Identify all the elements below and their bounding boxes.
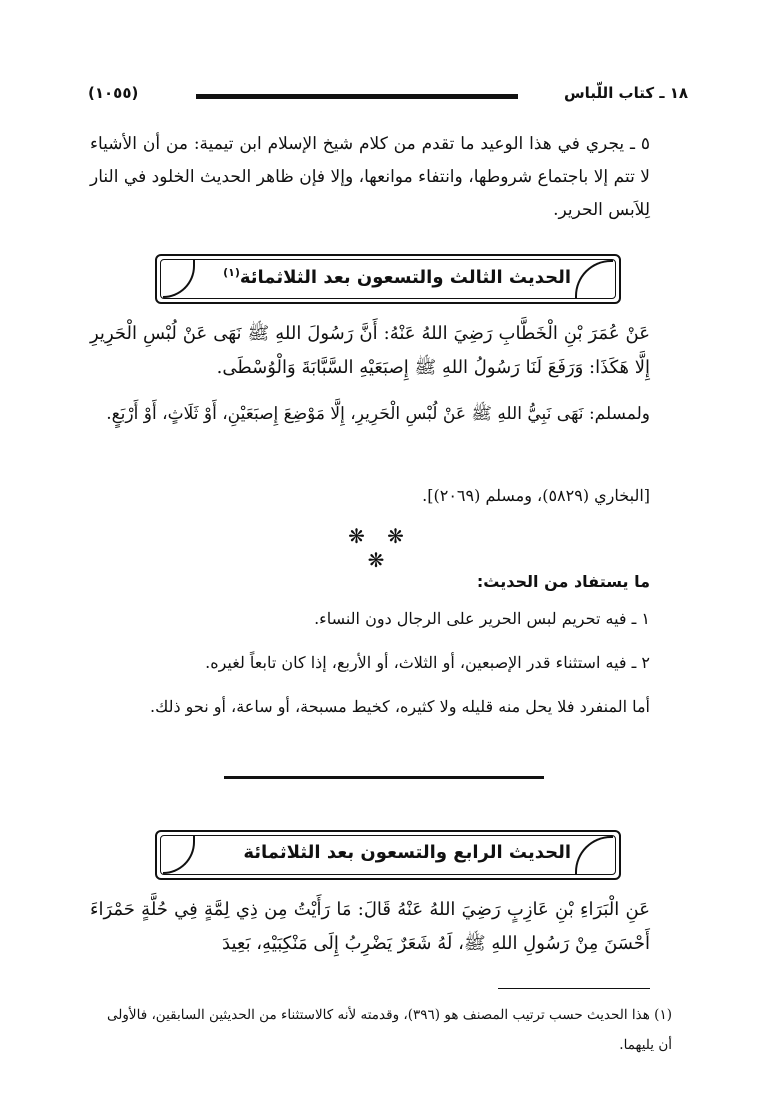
- hadith-text: عَنْ عُمَرَ بْنِ الْخَطَّابِ رَضِيَ اللهُ عَنْهُ: أَنَّ رَسُولَ اللهِ ﷺ نَهَى عَنْ لُبْسِ الْحَرِيرِ إِلَّا هَكَذَا: وَرَفَعَ لَنَا رَسُولُ اللهِ ﷺ إِصبَعَيْهِ السَّبَّابَةَ وَالْوُسْطَى.: [90, 323, 650, 378]
- muslim-narration: ولمسلم: نَهَى نَبِيُّ اللهِ ﷺ عَنْ لُبْسِ الْحَرِيرِ، إِلَّا مَوْضِعَ إِصبَعَيْنِ، أَوْ ثَلَاثٍ، أَوْ أَرْبَعٍ.: [106, 404, 650, 424]
- intro-paragraph: [90, 128, 650, 227]
- ornamental-stars: ❋ ❋ ❋: [348, 524, 412, 572]
- benefits-heading: ما يستفاد من الحديث:: [476, 572, 650, 591]
- hadith-reference: [البخاري (٥٨٢٩)، ومسلم (٢٠٦٩)].: [422, 486, 650, 505]
- benefit-item: أما المنفرد فلا يحل منه قليله ولا كثيره، كخيط مسبحة، أو ساعة، أو نحو ذلك.: [150, 697, 650, 716]
- section-separator: [224, 776, 544, 779]
- hadith-text: عَنِ الْبَرَاءِ بْنِ عَازِبٍ رَضِيَ اللهُ عَنْهُ قَالَ: مَا رَأَيْتُ مِن ذِي لِمَّةٍ فِي حُلَّةٍ حَمْرَاءَ أَحْسَنَ مِنْ رَسُولِ اللهِ ﷺ، لَهُ شَعَرٌ يَضْرِبُ إِلَى مَنْكِبَيْهِ، بَعِيدَ: [90, 899, 650, 954]
- benefit-item: ١ ـ فيه تحريم لبس الحرير على الرجال دون النساء.: [314, 609, 650, 628]
- hadith-title-text: الحديث الثالث والتسعون بعد الثلاثمائة: [239, 267, 571, 288]
- hadith-title-box: [155, 830, 621, 880]
- footnote-rule: [498, 988, 650, 989]
- chapter-title: ١٨ ـ كتاب اللّباس: [563, 84, 688, 102]
- running-header: [88, 82, 688, 110]
- intro-text: ٥ ـ يجري في هذا الوعيد ما تقدم من كلام شيخ الإسلام ابن تيمية: من أن الأشياء لا تتم إلا باجتماع شروطها، وانتفاء موانعها، وإلا فإن ظاهر الحديث الخلود في النار لِلاَبس الحرير.: [90, 134, 650, 220]
- benefit-item: ٢ ـ فيه استثناء قدر الإصبعين، أو الثلاث، أو الأربع، إذا كان تابعاً لغيره.: [205, 653, 650, 672]
- hadith-title: الحديث الرابع والتسعون بعد الثلاثمائة: [243, 842, 571, 863]
- header-rule: [196, 94, 518, 99]
- hadith-title: [223, 266, 571, 288]
- footnote-marker: (١): [223, 266, 240, 279]
- hadith-title-box: [155, 254, 621, 304]
- page-number: (١٠٥٥): [88, 84, 139, 102]
- footnote: (١) هذا الحديث حسب ترتيب المصنف هو (٣٩٦)، وقدمته لأنه كالاستثناء من الحديثين السابقين، فالأولى أن يليهما.: [107, 1007, 672, 1053]
- hadith-text-block: [90, 893, 650, 961]
- muslim-narration-block: [90, 397, 650, 431]
- hadith-text-block: [90, 317, 650, 385]
